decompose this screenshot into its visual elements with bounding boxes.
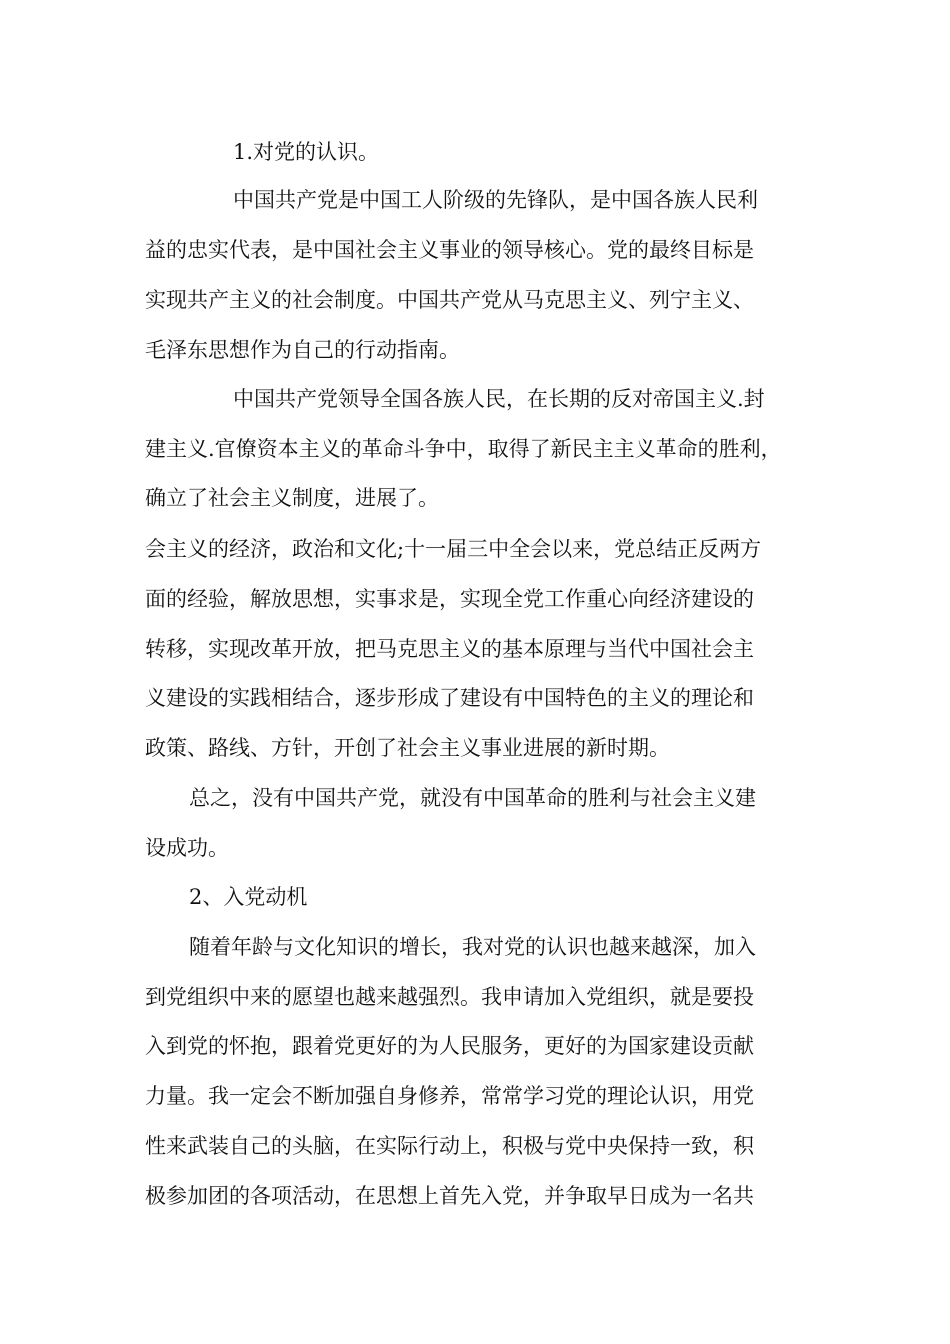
text-line: 益的忠实代表，是中国社会主义事业的领导核心。党的最终目标是	[145, 238, 754, 262]
text-line: 会主义的经济，政治和文化;十一届三中全会以来，党总结正反两方	[145, 537, 762, 561]
text-line: 入到党的怀抱，跟着党更好的为人民服务，更好的为国家建设贡献	[145, 1034, 754, 1058]
text-line: 毛泽东思想作为自己的行动指南。	[145, 338, 460, 362]
text-line: 中国共产党是中国工人阶级的先锋队，是中国各族人民利	[233, 188, 758, 212]
text-line: 总之，没有中国共产党，就没有中国革命的胜利与社会主义建	[189, 786, 756, 810]
text-line: 设成功。	[145, 836, 229, 860]
text-line: 政策、路线、方针，开创了社会主义事业进展的新时期。	[145, 736, 670, 760]
text-line: 到党组织中来的愿望也越来越强烈。我申请加入党组织，就是要投	[145, 985, 754, 1009]
text-line: 确立了社会主义制度，进展了。	[145, 486, 439, 510]
text-line: 2、入党动机	[189, 885, 308, 909]
text-line: 转移，实现改革开放，把马克思主义的基本原理与当代中国社会主	[145, 637, 754, 661]
text-line: 实现共产主义的社会制度。中国共产党从马克思主义、列宁主义、	[145, 288, 754, 312]
text-line: 力量。我一定会不断加强自身修养，常常学习党的理论认识，用党	[145, 1084, 754, 1108]
text-line: 随着年龄与文化知识的增长，我对党的认识也越来越深，加入	[189, 935, 756, 959]
text-line: 义建设的实践相结合，逐步形成了建设有中国特色的主义的理论和	[145, 686, 754, 710]
text-line: 中国共产党领导全国各族人民，在长期的反对帝国主义.封	[233, 387, 765, 411]
text-line: 1.对党的认识。	[233, 140, 380, 164]
text-line: 建主义.官僚资本主义的革命斗争中，取得了新民主主义革命的胜利，	[145, 437, 782, 461]
text-line: 极参加团的各项活动，在思想上首先入党，并争取早日成为一名共	[145, 1184, 754, 1208]
text-line: 性来武装自己的头脑，在实际行动上，积极与党中央保持一致，积	[145, 1134, 754, 1158]
text-line: 面的经验，解放思想，实事求是，实现全党工作重心向经济建设的	[145, 587, 754, 611]
